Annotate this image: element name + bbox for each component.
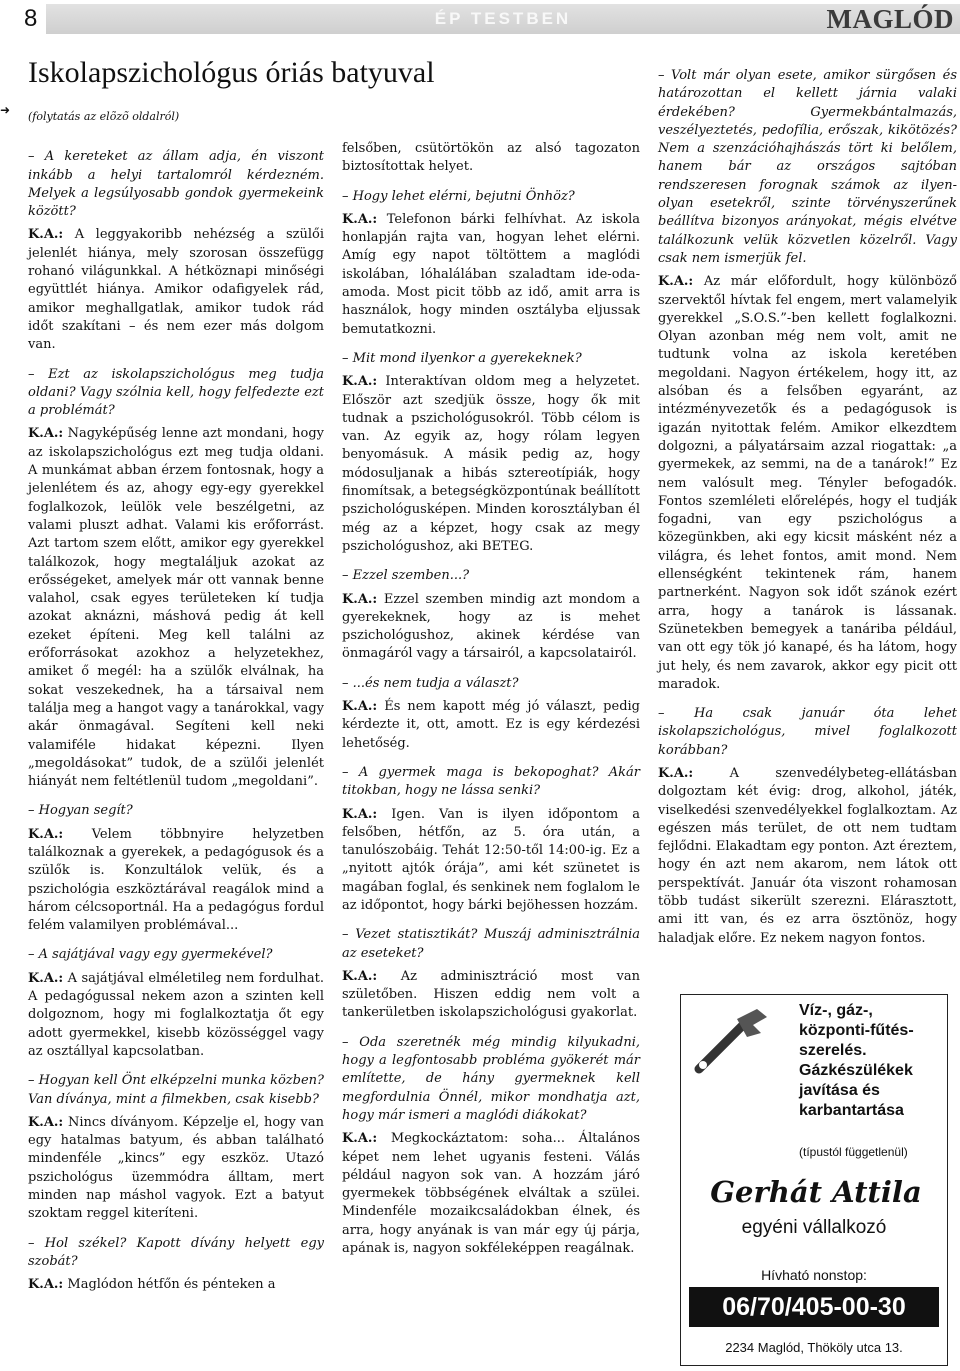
ad-note: (típustól függetlenül): [799, 1145, 908, 1159]
answer-text: A sajátjával elméletileg nem fordulhat. A pedagógussal nekem azon a szinten kell dolgoznom, hogy mi foglalkoztatja őt egy adott gyermekkel, kisebb közösséggel vagy az osztállyal kapcsolatban.: [28, 970, 324, 1059]
answer-text: Interaktívan oldom meg a helyzetet. Először azt szedjük össze, hogy ők mit tudnak a pszichológusokról. Több célom is van. Az egyik az, hogy rólam legyen benyomásuk. A másik pedig az, hogy módosuljanak a hibás sztereotípiák, hogy finomítsak, a betegségközpontúnak beállított pszichológusképen. Minden korosztályban él még az a képzet, hogy csak az megy pszichológushoz, aki BETEG.: [342, 374, 640, 554]
ad-phone: 06/70/405-00-30: [689, 1287, 939, 1327]
speaker-label: K.A.:: [28, 1114, 64, 1130]
speaker-label: K.A.:: [658, 274, 694, 290]
answer-paragraph: [28, 826, 324, 936]
answer-text: Velem többnyire helyzetben találkoznak a gyerekek, a pedagógusok és a szülők is. Konzultálok velük, és a pszichológia eszköztárával reagálok mind a három célcsoportnál. Ha a pedagógus fordul felém valamilyen problémával...: [28, 826, 324, 934]
ad-address: 2234 Maglód, Thököly utca 13.: [725, 1340, 903, 1355]
question-paragraph: – Ezzel szemben...?: [342, 568, 470, 584]
speaker-label: K.A.:: [28, 970, 64, 986]
ad-line: szerelés.: [799, 1042, 867, 1059]
question-paragraph: – A gyermek maga is bekopoghat? Akár titokban, hogy ne lássa senki?: [342, 764, 640, 799]
answer-text: Telefonon bárki felhívhat. Az iskola honlapján rajta van, hogyan lehet elérni. Amíg egy napot töltöttem a maglódi iskolában, lóhalálában szaladtam ide-oda-amoda. Most picit több az idő, amit arra is használok, hogy minden osztályba eljussak bemutatkozni.: [342, 211, 640, 337]
answer-paragraph: [342, 591, 640, 664]
ad-line: Víz-, gáz-,: [799, 1002, 873, 1019]
answer-text: És nem kapott még jó választ, pedig kérdezte it, ott, amott. Ez is egy kérdezési lehetőség.: [342, 699, 640, 751]
answer-paragraph: [342, 1130, 640, 1258]
answer-paragraph: [342, 968, 640, 1023]
section-title: ÉP TESTBEN: [434, 9, 572, 28]
answer-text: Az már előfordult, hogy különböző szervektől hívtak fel engem, mert valamelyik gyerekkel „S.O.S.”-ben kellett foglalkozni. Olyan azonban még nem volt, amit ne tudtunk volna az iskola keretében megoldani. Nagyon értékelem, hogy itt, az alsóban és a felsőben egyaránt, az intézményvezetők és a pedagógusok is igazán nyitottak felém. Amikor elkezdtem dolgozni, a pályatársaim azzal riogattak: „a gyermekek, az semmi, na de a tanárok!” Ez nem valósult meg. Ténylег befogadók. Fontos szemléleti előrelépés, hogy el tudják fogadni, van egy pszichológus a közegünkben, aki egy kicsit másként néz a világra, és lehet fontos, amit mond. Nem ellenségként tekintenek rám, hanem partnerként. Nagyon sok időt szánok ezért arra, hogy a tanárok is lássanak. Szünetekben bemegyek a tanáriba például, van ott egy tök jó kanapé, és ha látom, hogy jut hely, és nem zavarok, akkor egy picit ott maradok.: [658, 274, 957, 692]
ad-services: [799, 1001, 914, 1121]
advertisement: [680, 994, 948, 1366]
answer-text: Maglódon hétfőn és pénteken a: [63, 1277, 276, 1293]
arrow-right-icon: ➜: [0, 103, 11, 117]
speaker-label: K.A.:: [342, 1131, 378, 1147]
article-title: Iskolapszichológus óriás batyuval: [28, 56, 435, 89]
question-paragraph: – Hogyan kell Önt elképzelni munka közben? Van díványa, mint a filmekben, csak kisebb?: [28, 1073, 324, 1107]
question-paragraph: – Mit mond ilyenkor a gyerekeknek?: [342, 350, 582, 366]
question-paragraph: – Hogy lehet elérni, bejutni Önhöz?: [342, 188, 575, 204]
answer-paragraph: [28, 1114, 324, 1224]
ad-line: javítása és: [799, 1082, 880, 1099]
page-header: [0, 0, 960, 38]
question-paragraph: – Ezt az iskolapszichológus meg tudja oldani? Vagy szólnia kell, hogy felfedezte ezt a problémát?: [28, 366, 324, 419]
answer-paragraph: [342, 211, 640, 339]
answer-paragraph: [28, 425, 324, 791]
answer-paragraph: [342, 373, 640, 556]
answer-text: Nagyképűség lenne azt mondani, hogy az iskolapszichológus ezt meg tudja oldani. A munkámat abban érzem fontosnak, hogy a jelenlétem és az, ahogy egy-egy gyerekkel foglalkozok, leülök vele beszélgetni, az valami pluszt adhat. Valami kis erőforrást. Azt tartom szem előtt, amikor egy gyerekkel találkozok, hogy megtaláljuk azokat az erősségeket, amelyek már ott vannak benne valahol, csak egyes területeken kí tudja azokat aknázni, máshová pedig át kell ezeket építeni. Meg kell találni az erőforrásokat azokhoz a helyzetekhez, amiket ő megél: ha a szülők elválnak, ha sokat veszekednek, ha a társaival nem találja meg a hangot vagy a tanárokkal, vagy akár önmagával. Segíteni kell neki valamiféle hidakat képezni. Ilyen „megoldásokat” tudok, de a szülői jelenlét hiányát nem feltétlenül tudom „megoldani”.: [28, 426, 324, 790]
speaker-label: K.A.:: [342, 591, 378, 607]
answer-text: Az adminisztráció most van születőben. Hiszen eddig nem volt a tankerületben iskolapszichológusi gyakorlat.: [342, 968, 640, 1021]
answer-text: Ezzel szemben mindig azt mondom a gyerekeknek, hogy az is mehet pszichológushoz, akinek kérdése van önmagáról vagy a társairól, a kapcsolatairól.: [342, 591, 640, 662]
speaker-label: K.A.:: [342, 699, 378, 715]
answer-paragraph: [342, 806, 640, 916]
speaker-label: K.A.:: [28, 826, 64, 842]
ad-line: központi-fűtés-: [799, 1022, 914, 1039]
header-bar: [46, 4, 960, 34]
speaker-label: K.A.:: [28, 1277, 64, 1293]
speaker-label: K.A.:: [342, 211, 378, 227]
answer-paragraph: [658, 273, 957, 694]
question-paragraph: – Vezet statisztikát? Muszáj adminisztrálnia az eseteket?: [342, 927, 640, 961]
column-3: [658, 56, 957, 953]
column-2: [342, 140, 640, 1263]
answer-text: A leggyakoribb nehézség a szülői jelenlét hiánya, mely szorosan összefügg rohanó világunkkal. A hétköznapi minőségi együttlét hiánya. Amikor odafigyelek rád, amikor meghallgatlak, amikor tudok rád időt szakítani – és nem ezer más dolgom van.: [28, 227, 324, 353]
masthead: MAGLÓD: [826, 4, 954, 34]
ad-line: Gázkészülékek: [799, 1062, 913, 1079]
question-paragraph: – Volt már olyan esete, amikor sürgősen és határozottan el kellett járnia valaki érdekében? Gyermekbántalmazás, veszélyeztetés, pedofília, erőszak, kikötözés? Nem a szenzációhajhászás tört ki belőlem, hanem bár az országos sajtóban rendszeresen forognak számok az ilyen-olyan esetekről, szinte törvényszerűnek beállítva bizonyos arányokat, mégis elvétve találkozunk velük közvetlen közelről. Vagy csak nem ismerjük fel.: [658, 68, 957, 266]
answer-paragraph: [658, 765, 957, 948]
speaker-label: K.A.:: [28, 227, 64, 243]
answer-text: Igen. Van is ilyen időpontom a felsőben, hétfőn, az 5. óra után, a tanulószobáig. Tehát 12:50-től 14:00-ig. Ez a „nyitott ajtók órája”, ami két szünetet is magában foglal, és senkinek nem foglalom le az időpontot, hogy bárki bejöhessen hozzám.: [342, 806, 640, 913]
continued-note: (folytatás az elõzõ oldalról): [28, 110, 180, 123]
ad-line: karbantartása: [799, 1102, 904, 1119]
ad-business-name: Gerhát Attila: [710, 1175, 922, 1209]
answer-paragraph: [28, 1276, 324, 1294]
body-paragraph: felsőben, csütörtökön az alsó tagozaton biztosítottak helyet.: [342, 141, 640, 175]
speaker-label: K.A.:: [342, 806, 378, 822]
answer-text: A szenvedélybeteg-ellátásban dolgoztam két évig: drog, alkohol, játék, viselkedési szenvedélyekkel foglalkoztam. Az egészen más terület, de ott nem tudtam fejlődni. Elakadtam egy ponton. Azt éreztem, hogy én azt nem akarom, nem látok ott perspektívát. Január óta viszont rohamosan több tudást sikerült szerezni. Elárasztott, ami itt van, és ez arra ösztönöz, hogy haladjak előre. Ez nekem nagyon fontos.: [658, 765, 957, 946]
page-number: 8: [0, 0, 46, 38]
answer-paragraph: [28, 226, 324, 354]
column-1: [28, 108, 324, 1300]
answer-paragraph: [28, 970, 324, 1061]
question-paragraph: – ...és nem tudja a választ?: [342, 675, 519, 691]
speaker-label: K.A.:: [28, 426, 64, 442]
answer-text: Megkockáztatom: soha... Általános képet nem lehet ugyanis festeni. Válás például nagyon sok van. A hozzám járó gyermekek többségének elváltak a szülei. Mindenféle mozaikcsaládokban élnek, és arra, hogy anyának is van már egy új párja, apának is, nagyon sokféleképpen reagálnak.: [342, 1131, 640, 1257]
question-paragraph: – Hogyan segít?: [28, 803, 133, 819]
answer-text: Nincs díványom. Képzelje el, hogy van egy hatalmas batyum, és abban található mindenféle „kincs” egy eszköz. Utazó pszichológus üzemmódra álltam, mert minden nap máshol vagyok. Ezt a batyut szoktam reggel kiteríteni.: [28, 1114, 324, 1222]
answer-paragraph: [342, 698, 640, 753]
pipe-wrench-icon: [691, 1003, 773, 1077]
question-paragraph: – Oda szeretnék még mindig kilyukadni, hogy a legfontosabb probléma gyökerét már említette, de hány gyermeknek kell megfordulnia Önnél, mikor mondhatja azt, hogy már ismeri a maglódi diákokat?: [342, 1034, 640, 1123]
speaker-label: K.A.:: [342, 968, 378, 984]
question-paragraph: – A kereteket az állam adja, én viszont inkább a helyi tartalomról kérdezném. Melyek a legsúlyosabb gondok gyermekeink között?: [28, 149, 324, 220]
speaker-label: K.A.:: [658, 765, 694, 781]
ad-subtitle: egyéni vállalkozó: [741, 1217, 887, 1238]
question-paragraph: – Ha csak január óta lehet iskolapszichológus, mivel foglalkozott korábban?: [658, 706, 957, 758]
speaker-label: K.A.:: [342, 374, 378, 390]
question-paragraph: – Hol székel? Kapott dívány helyett egy szobát?: [28, 1235, 324, 1269]
question-paragraph: – A sajátjával vagy egy gyermekével?: [28, 947, 273, 963]
ad-call-label: Hívható nonstop:: [761, 1267, 867, 1283]
